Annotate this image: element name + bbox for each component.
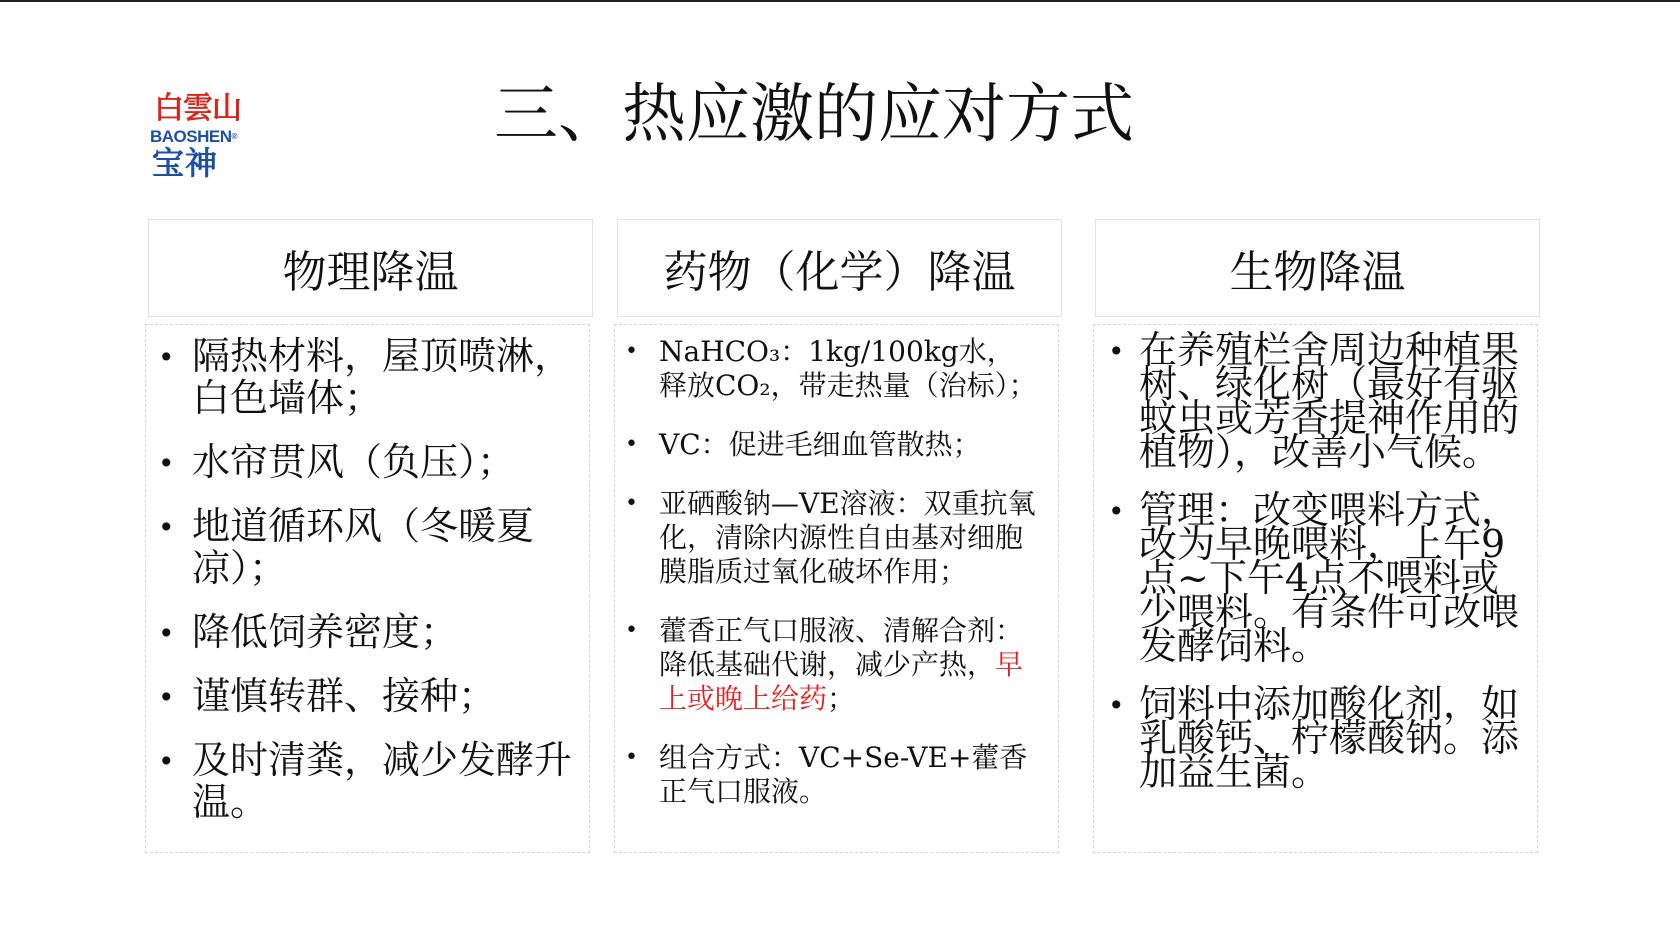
- logo-baoshen-latin-text: BAOSHEN: [150, 127, 232, 146]
- list-item: [1094, 682, 1530, 794]
- column-body-physical: [145, 324, 590, 853]
- list-item-text: 亚硒酸钠—VE溶液：双重抗氧化，清除内源性自由基对细胞膜脂质过氧化破坏作用；: [659, 487, 1036, 588]
- list-item-text: 组合方式：VC+Se-VE+藿香正气口服液。: [659, 741, 1028, 808]
- bullet-icon: •: [625, 432, 638, 457]
- list-item-text: VC：促进毛细血管散热；: [659, 428, 981, 461]
- list-item: [146, 441, 594, 483]
- bullet-icon: •: [158, 745, 175, 778]
- chemical-list: [615, 335, 1037, 834]
- list-item-text: 地道循环风（冬暖夏凉）；: [192, 504, 535, 590]
- list-item: [146, 739, 594, 823]
- list-item-tail: ；: [827, 682, 856, 715]
- list-item-text: 水帘贯风（负压）；: [192, 440, 516, 484]
- logo-baiyunshan-text: 白雲山: [154, 91, 241, 126]
- bullet-icon: •: [158, 341, 175, 374]
- list-item: [146, 335, 594, 419]
- biological-list: [1094, 328, 1530, 813]
- list-item: [615, 487, 1037, 589]
- list-item-text: 在养殖栏舍周边种植果树、绿化树（最好有驱蚊虫或芳香提神作用的植物），改善小气候。: [1139, 328, 1520, 474]
- bullet-icon: •: [158, 447, 175, 480]
- bullet-icon: •: [1108, 689, 1125, 722]
- list-item: [615, 428, 1037, 462]
- list-item-text: 饲料中添加酸化剂，如乳酸钙、柠檬酸钠。添加益生菌。: [1139, 682, 1520, 794]
- bullet-icon: •: [1108, 335, 1125, 368]
- list-item-text: 降低饲养密度；: [192, 610, 459, 654]
- slide-title: 三、热应激的应对方式: [494, 78, 1134, 152]
- column-body-biological: [1093, 324, 1538, 853]
- bullet-icon: •: [625, 491, 638, 516]
- bullet-icon: •: [1108, 495, 1125, 528]
- list-item: [146, 675, 594, 717]
- list-item-text: NaHCO₃：1kg/100kg水，释放CO₂，带走热量（治标）；: [659, 335, 1037, 402]
- list-item: [1094, 488, 1530, 668]
- list-item: [615, 614, 1037, 716]
- column-heading-physical: 物理降温: [148, 219, 593, 317]
- list-item-text: 谨慎转群、接种；: [192, 674, 497, 718]
- bullet-icon: •: [158, 511, 175, 544]
- list-item-text: 及时清粪，减少发酵升温。: [192, 738, 573, 824]
- list-item: [146, 505, 594, 589]
- list-item-text: 隔热材料，屋顶喷淋，白色墙体；: [192, 334, 573, 420]
- list-item: [146, 611, 594, 653]
- bullet-icon: •: [625, 618, 638, 643]
- logo-baoshen-chinese: 宝神: [152, 144, 219, 182]
- baoshen-logo: [150, 92, 270, 188]
- bullet-icon: •: [158, 617, 175, 650]
- column-heading-biological: 生物降温: [1095, 219, 1540, 317]
- logo-registered-mark: ®: [231, 132, 237, 141]
- bullet-icon: •: [625, 339, 638, 364]
- physical-list: [146, 335, 594, 845]
- column-heading-chemical: 药物（化学）降温: [617, 219, 1062, 317]
- list-item: [615, 741, 1037, 809]
- list-item: [1094, 328, 1530, 474]
- list-item-text: 管理：改变喂料方式，改为早晚喂料，上午9点~下午4点不喂料或少喂料。有条件可改喂发酵饲料。: [1139, 488, 1520, 668]
- list-item: [615, 335, 1037, 403]
- highlight-text: 早上或晚上给药: [659, 648, 1024, 715]
- column-body-chemical: [614, 324, 1059, 853]
- bullet-icon: •: [158, 681, 175, 714]
- list-item-text: 藿香正气口服液、清解合剂：降低基础代谢，减少产热，: [659, 614, 1024, 681]
- bullet-icon: •: [625, 745, 638, 770]
- top-border-line: [0, 0, 1680, 2]
